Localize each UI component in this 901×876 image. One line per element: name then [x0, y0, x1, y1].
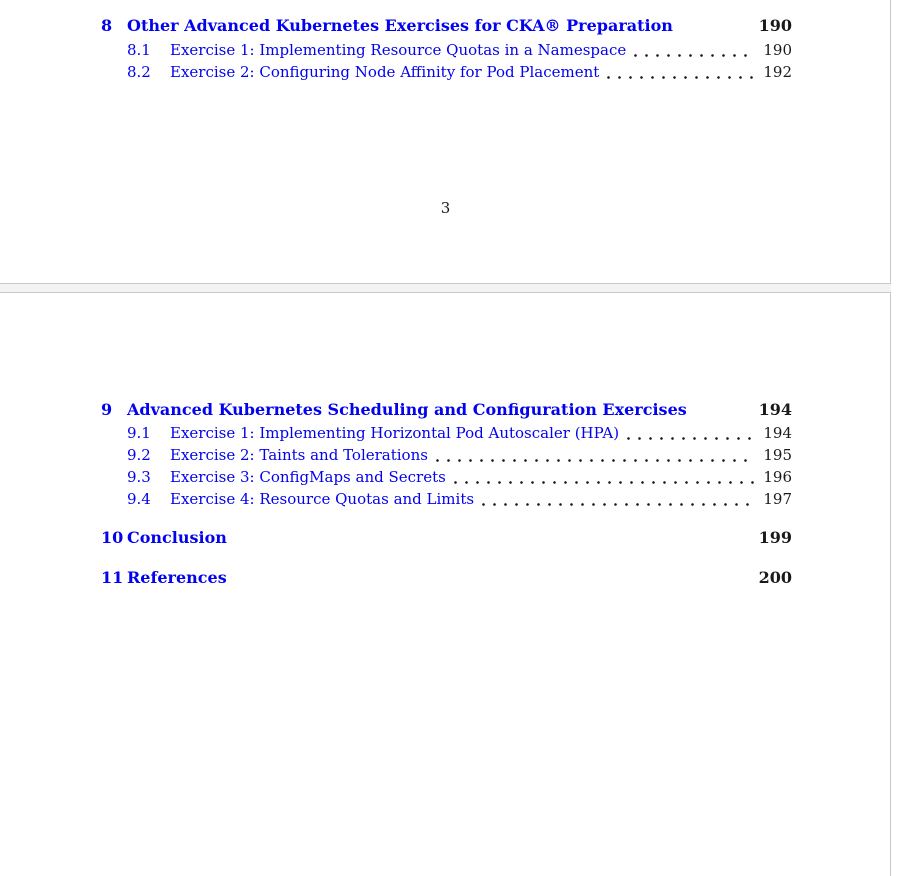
toc-number: 9.4	[127, 490, 151, 508]
toc-page-number: 197	[763, 490, 792, 508]
toc-title: Exercise 3: ConfigMaps and Secrets	[170, 468, 446, 486]
toc-number: 9	[101, 400, 113, 419]
dot-leader	[481, 494, 754, 507]
toc-number: 8.2	[127, 63, 151, 81]
dot-leader	[680, 20, 751, 33]
toc-title: Other Advanced Kubernetes Exercises for CKA® Preparation	[127, 16, 673, 35]
toc-title: Exercise 1: Implementing Horizontal Pod Autoscaler (HPA)	[170, 424, 620, 442]
toc-page-number: 190	[763, 41, 792, 59]
toc-number: 8.1	[127, 41, 151, 59]
toc-entry-9-1[interactable]	[127, 424, 792, 443]
toc-page-number: 199	[758, 528, 792, 547]
toc-entry-8-1[interactable]	[127, 41, 792, 60]
toc-title: Exercise 2: Taints and Tolerations	[170, 446, 428, 464]
toc-page-number: 194	[763, 424, 792, 442]
toc-title: Exercise 4: Resource Quotas and Limits	[170, 490, 475, 508]
toc-entry-chapter-11[interactable]	[101, 568, 792, 587]
toc-entry-chapter-10[interactable]	[101, 528, 792, 547]
toc-entry-9-2[interactable]	[127, 446, 792, 465]
toc-entry-8-2[interactable]	[127, 63, 792, 82]
toc-number: 9.1	[127, 424, 151, 442]
dot-leader	[606, 67, 754, 80]
toc-number: 11	[101, 568, 124, 587]
dot-leader	[234, 572, 751, 585]
page-footer-number: 3	[440, 199, 451, 217]
toc-entry-9-4[interactable]	[127, 490, 792, 509]
toc-page-number: 192	[763, 63, 792, 81]
dot-leader	[435, 450, 754, 463]
toc-page-number: 190	[758, 16, 792, 35]
toc-page-number: 195	[763, 446, 792, 464]
toc-entry-chapter-9[interactable]	[101, 400, 792, 419]
toc-page-number: 200	[758, 568, 792, 587]
toc-title: Conclusion	[127, 528, 227, 547]
dot-leader	[234, 532, 751, 545]
toc-entry-chapter-8[interactable]	[101, 16, 792, 35]
toc-number: 9.3	[127, 468, 151, 486]
toc-page-number: 194	[758, 400, 792, 419]
dot-leader	[626, 428, 754, 441]
dot-leader	[633, 45, 754, 58]
toc-title: Exercise 2: Configuring Node Affinity for Pod Placement	[170, 63, 600, 81]
toc-title: Exercise 1: Implementing Resource Quotas in a Namespace	[170, 41, 627, 59]
dot-leader	[453, 472, 754, 485]
page-gap	[0, 284, 891, 292]
toc-number: 10	[101, 528, 124, 547]
toc-title: References	[127, 568, 227, 587]
toc-number: 8	[101, 16, 113, 35]
toc-entry-9-3[interactable]	[127, 468, 792, 487]
toc-title: Advanced Kubernetes Scheduling and Configuration Exercises	[127, 400, 687, 419]
toc-page-number: 196	[763, 468, 792, 486]
toc-number: 9.2	[127, 446, 151, 464]
dot-leader	[694, 404, 751, 417]
